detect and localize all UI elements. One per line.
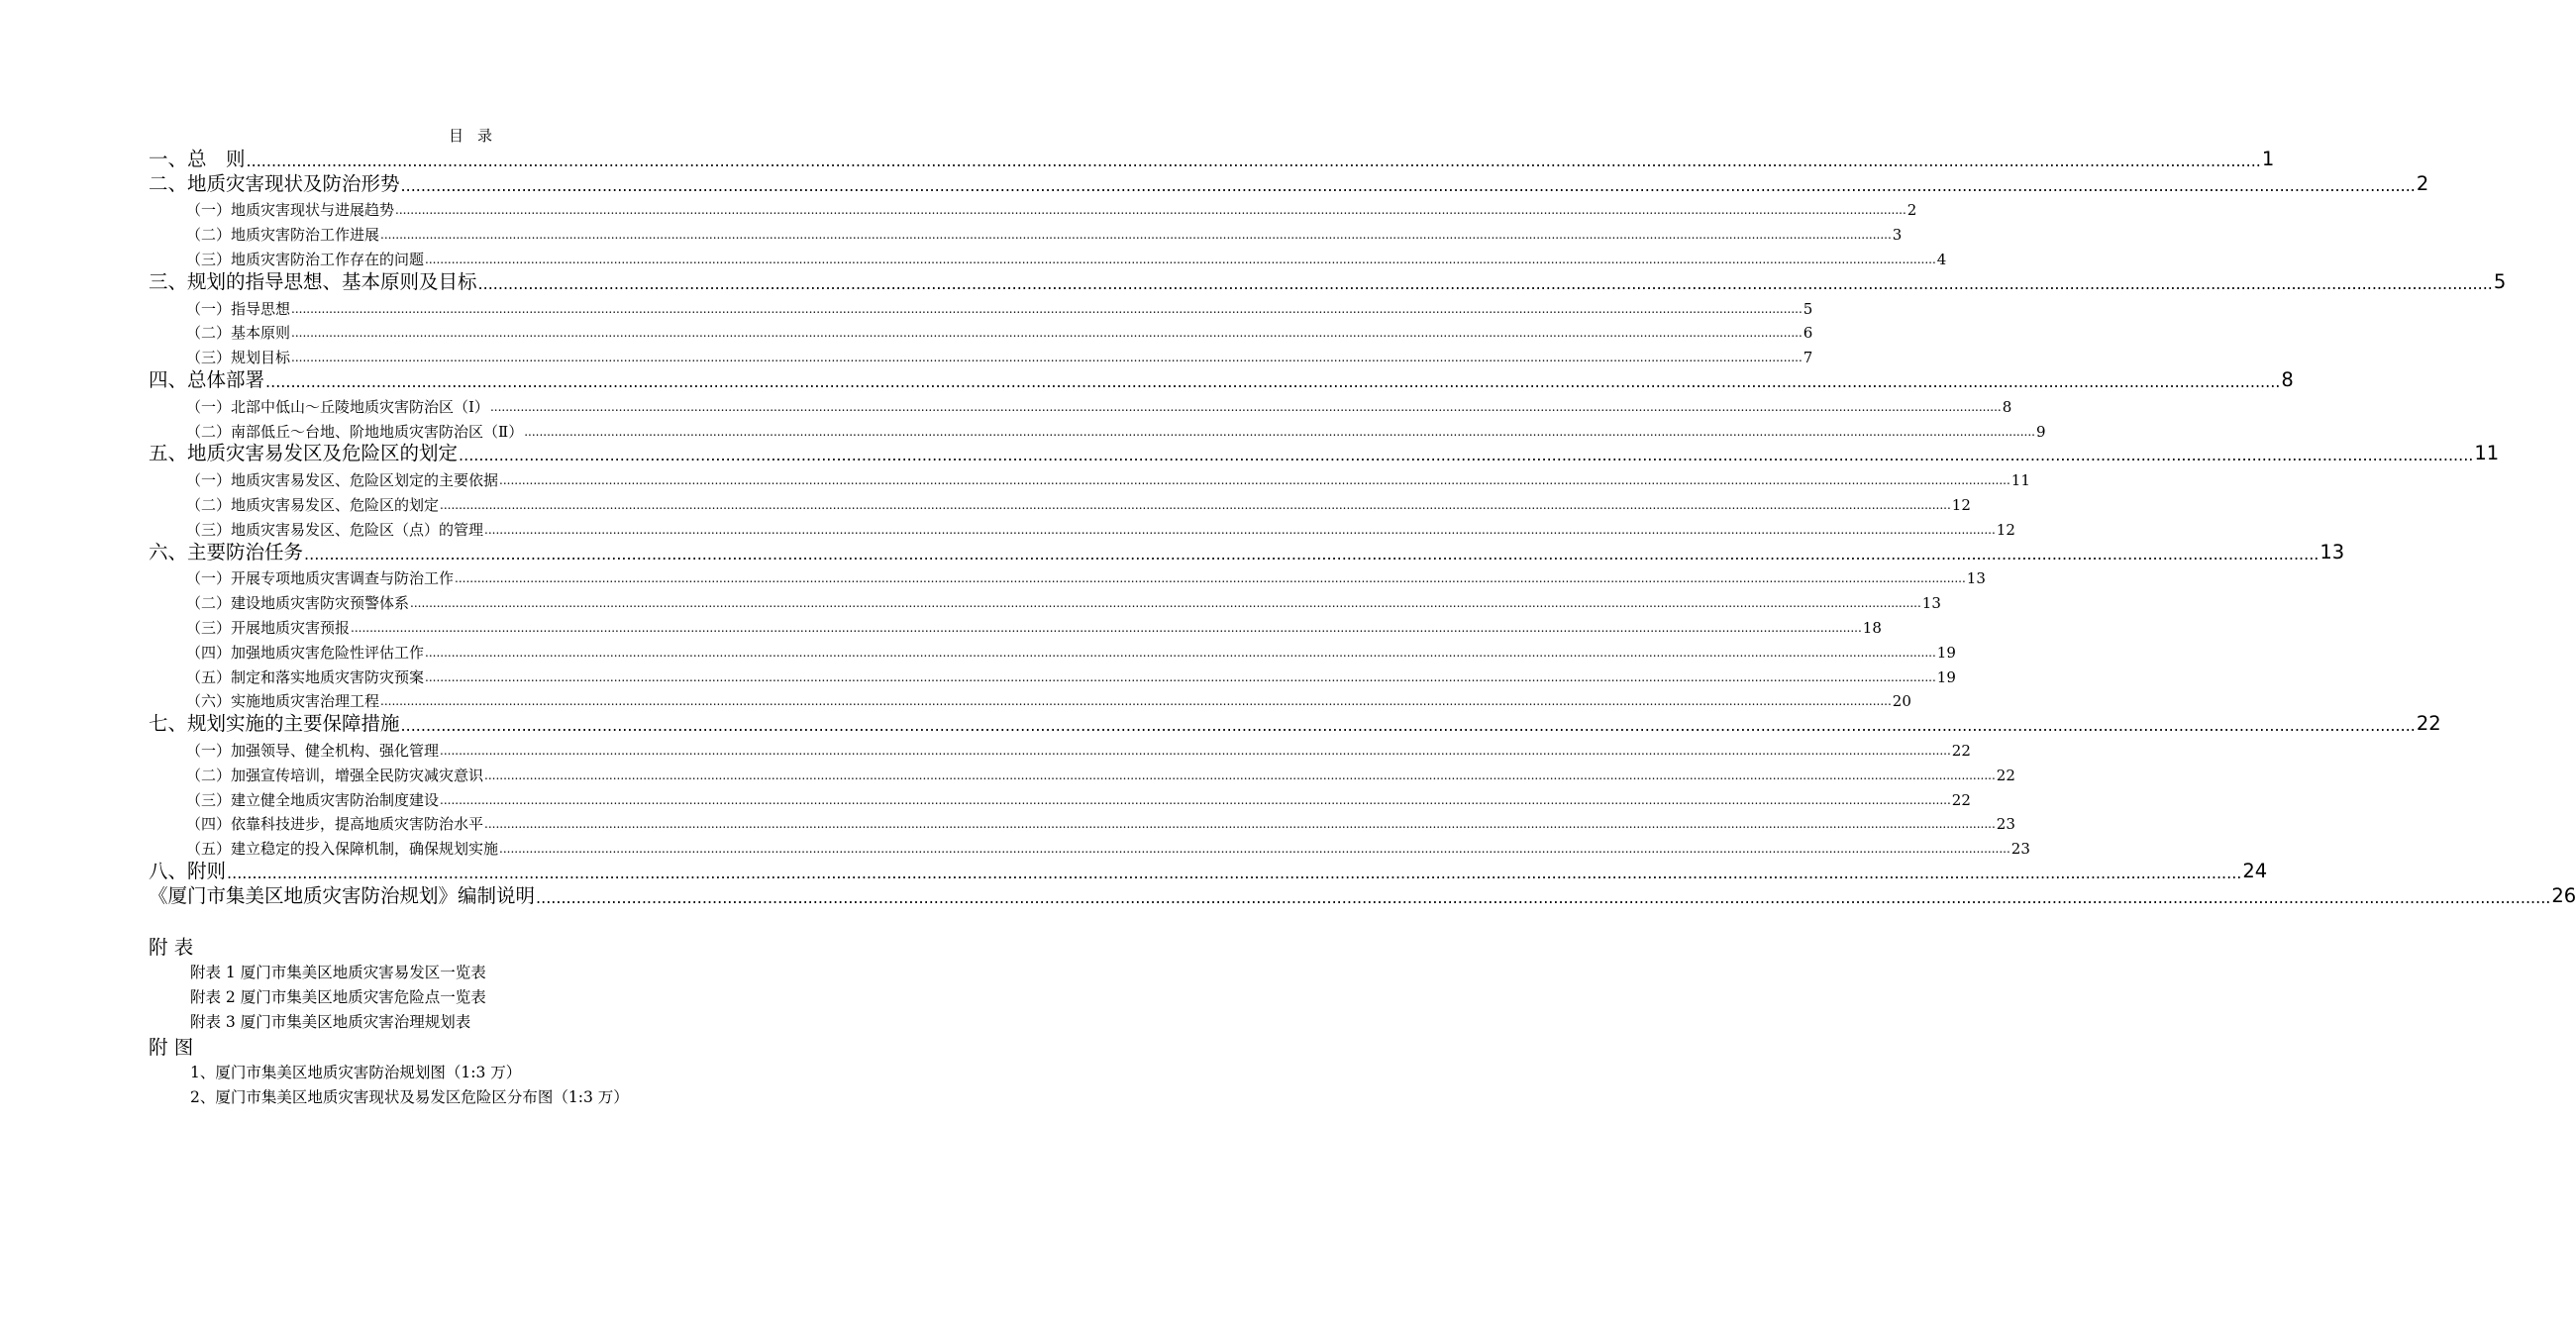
toc-entry-text: 五、地质灾害易发区及危险区的划定 [149,442,459,465]
toc-leader-dots: ................................................................................................................................................................................................................................................................................................................................................................................................................ [246,151,2261,170]
toc-page-number: 13 [1966,569,1986,588]
toc-leader-dots: ................................................................................................................................................................................................................................................................................................................................................................................................................ [291,301,1803,316]
toc-leader-dots: ................................................................................................................................................................................................................................................................................................................................................................................................................ [395,203,1906,218]
toc-entry-text: （三）地质灾害易发区、危险区（点）的管理 [186,520,484,539]
toc-section-entry[interactable] [149,343,1813,367]
toc-leader-dots: ................................................................................................................................................................................................................................................................................................................................................................................................................ [536,887,2551,907]
toc-chapter-entry[interactable] [149,367,2294,392]
toc-leader-dots: ................................................................................................................................................................................................................................................................................................................................................................................................................ [265,371,2281,391]
toc-entry-text: 七、规划实施的主要保障措施 [149,712,400,736]
toc-page-number: 5 [2493,269,2507,293]
toc-section-entry[interactable] [149,220,1903,245]
toc-leader-dots: ................................................................................................................................................................................................................................................................................................................................................................................................................ [380,228,1892,243]
toc-leader-dots: ................................................................................................................................................................................................................................................................................................................................................................................................................ [304,544,2319,563]
toc-page-number: 6 [1803,324,1813,343]
toc-leader-dots: ................................................................................................................................................................................................................................................................................................................................................................................................................ [400,175,2416,195]
toc-section-entry[interactable] [149,810,2015,835]
appendix-tables-heading: 附 表 [149,936,194,959]
toc-section-entry[interactable] [149,736,1971,761]
toc-leader-dots: ................................................................................................................................................................................................................................................................................................................................................................................................................ [425,669,1936,684]
toc-entry-text: 《厦门市集美区地质灾害防治规划》编制说明 [149,883,536,907]
toc-entry-text: （一）开展专项地质灾害调查与防治工作 [186,569,455,588]
toc-leader-dots: ................................................................................................................................................................................................................................................................................................................................................................................................................ [425,645,1936,660]
toc-leader-dots: ................................................................................................................................................................................................................................................................................................................................................................................................................ [440,743,1951,758]
toc-section-entry[interactable] [149,785,1971,810]
toc-leader-dots: ................................................................................................................................................................................................................................................................................................................................................................................................................ [499,473,2010,488]
toc-leader-dots: ................................................................................................................................................................................................................................................................................................................................................................................................................ [459,446,2474,465]
toc-leader-dots: ................................................................................................................................................................................................................................................................................................................................................................................................................ [351,620,1862,635]
toc-entry-text: （二）地质灾害防治工作进展 [186,226,380,245]
toc-leader-dots: ................................................................................................................................................................................................................................................................................................................................................................................................................ [484,817,1996,832]
toc-chapter-entry[interactable] [149,859,2268,883]
toc-entry-text: （二）地质灾害易发区、危险区的划定 [186,495,440,514]
toc-page-number: 19 [1936,643,1956,662]
appendix-figure-item: 1、厦门市集美区地质灾害防治规划图（1:3 万） [190,1064,522,1081]
toc-leader-dots: ................................................................................................................................................................................................................................................................................................................................................................................................................ [477,273,2493,293]
toc-page-number: 11 [2010,471,2030,490]
toc-entry-text: 六、主要防治任务 [149,540,304,563]
toc-entry-text: （三）地质灾害防治工作存在的问题 [186,250,425,268]
toc-leader-dots: ................................................................................................................................................................................................................................................................................................................................................................................................................ [440,497,1951,512]
toc-entry-text: （三）规划目标 [186,349,291,367]
toc-entry-text: 二、地质灾害现状及防治形势 [149,171,400,195]
toc-page-number: 12 [1951,495,1971,514]
toc-page-number: 9 [2035,422,2046,441]
toc-leader-dots: ................................................................................................................................................................................................................................................................................................................................................................................................................ [499,842,2010,857]
toc-page-number: 22 [1951,741,1971,760]
toc-page-number: 12 [1996,520,2015,539]
toc-page-number: 22 [2416,712,2441,736]
toc-title: 目录 [448,127,506,145]
toc-entry-text: 四、总体部署 [149,367,265,391]
toc-entry-text: （一）加强领导、健全机构、强化管理 [186,741,440,760]
toc-page-number: 13 [2319,540,2345,563]
toc-page-number: 26 [2551,883,2576,907]
toc-entry-text: （六）实施地质灾害治理工程 [186,692,380,711]
toc-section-entry[interactable] [149,196,1917,221]
toc-page-number: 8 [2002,397,2012,416]
toc-page-number: 19 [1936,667,1956,686]
toc-entry-text: （三）建立健全地质灾害防治制度建设 [186,790,440,809]
toc-entry-text: （一）指导思想 [186,299,291,318]
toc-entry-text: （二）加强宣传培训，增强全民防灾减灾意识 [186,766,484,784]
toc-entry-text: （四）依靠科技进步，提高地质灾害防治水平 [186,815,484,834]
toc-entry-text: （二）建设地质灾害防灾预警体系 [186,594,410,613]
toc-page-number: 22 [1996,766,2015,784]
toc-page-number: 1 [2261,147,2275,170]
toc-entry-text: （二）基本原则 [186,324,291,343]
toc-section-entry[interactable] [149,465,2030,490]
toc-page-number: 4 [1936,250,1947,268]
toc-page-number: 8 [2281,367,2294,391]
appendix-table-item: 附表 1 厦门市集美区地质灾害易发区一览表 [190,964,486,981]
toc-page-number: 2 [1906,201,1917,220]
toc-chapter-entry[interactable] [149,269,2507,294]
toc-leader-dots: ................................................................................................................................................................................................................................................................................................................................................................................................................ [291,326,1803,341]
toc-section-entry[interactable] [149,761,2015,785]
toc-section-entry[interactable] [149,490,1971,515]
toc-section-entry[interactable] [149,515,2015,540]
toc-entry-text: 八、附则 [149,859,227,882]
toc-section-entry[interactable] [149,687,1911,712]
toc-page-number: 20 [1892,692,1911,711]
toc-entry-text: （一）北部中低山～丘陵地质灾害防治区（Ⅰ） [186,397,489,416]
toc-section-entry[interactable] [149,834,2030,859]
toc-leader-dots: ................................................................................................................................................................................................................................................................................................................................................................................................................ [410,596,1921,611]
toc-chapter-entry[interactable] [149,147,2275,171]
toc-entry-text: （五）制定和落实地质灾害防灾预案 [186,667,425,686]
toc-section-entry[interactable] [149,663,1956,687]
toc-entry-text: 一、总 则 [149,147,246,170]
toc-leader-dots: ................................................................................................................................................................................................................................................................................................................................................................................................................ [489,399,2002,414]
toc-section-entry[interactable] [149,638,1956,663]
toc-chapter-entry[interactable] [149,171,2429,196]
toc-entry-text: （五）建立稳定的投入保障机制，确保规划实施 [186,840,499,859]
toc-page-number: 24 [2242,859,2268,882]
toc-page-number: 23 [2010,840,2030,859]
table-of-contents [149,147,2576,908]
toc-entry-text: （三）开展地质灾害预报 [186,618,351,637]
toc-section-entry[interactable] [149,588,1941,613]
toc-section-entry[interactable] [149,294,1813,319]
toc-page-number: 5 [1803,299,1813,318]
toc-leader-dots: ................................................................................................................................................................................................................................................................................................................................................................................................................ [291,351,1803,365]
toc-page-number: 23 [1996,815,2015,834]
toc-entry-text: （四）加强地质灾害危险性评估工作 [186,643,425,662]
toc-section-entry[interactable] [149,319,1813,344]
toc-entry-text: （一）地质灾害现状与进展趋势 [186,201,395,220]
toc-page-number: 7 [1803,349,1813,367]
toc-leader-dots: ................................................................................................................................................................................................................................................................................................................................................................................................................ [484,768,1996,782]
toc-entry-text: （二）南部低丘～台地、阶地地质灾害防治区（Ⅱ） [186,422,524,441]
toc-chapter-entry[interactable] [149,540,2345,564]
toc-chapter-entry[interactable] [149,711,2441,736]
toc-leader-dots: ................................................................................................................................................................................................................................................................................................................................................................................................................ [524,424,2035,439]
toc-page-number: 11 [2474,442,2500,465]
toc-leader-dots: ................................................................................................................................................................................................................................................................................................................................................................................................................ [455,571,1966,586]
toc-leader-dots: ................................................................................................................................................................................................................................................................................................................................................................................................................ [425,252,1936,266]
toc-section-entry[interactable] [149,417,2046,442]
toc-section-entry[interactable] [149,613,1882,638]
toc-section-entry[interactable] [149,245,1947,269]
toc-leader-dots: ................................................................................................................................................................................................................................................................................................................................................................................................................ [380,694,1892,709]
toc-entry-text: （一）地质灾害易发区、危险区划定的主要依据 [186,471,499,490]
appendix-section [149,935,629,1110]
appendix-figures-heading: 附 图 [149,1036,194,1059]
toc-leader-dots: ................................................................................................................................................................................................................................................................................................................................................................................................................ [227,863,2242,882]
toc-page-number: 3 [1892,226,1903,245]
appendix-table-item: 附表 3 厦门市集美区地质灾害治理规划表 [190,1013,471,1031]
toc-section-entry[interactable] [149,564,1986,589]
appendix-table-item: 附表 2 厦门市集美区地质灾害危险点一览表 [190,988,486,1006]
toc-leader-dots: ................................................................................................................................................................................................................................................................................................................................................................................................................ [400,716,2416,736]
toc-entry-text: 三、规划的指导思想、基本原则及目标 [149,269,477,293]
toc-chapter-entry[interactable] [149,883,2576,908]
appendix-figure-item: 2、厦门市集美区地质灾害现状及易发区危险区分布图（1:3 万） [190,1088,629,1106]
toc-leader-dots: ................................................................................................................................................................................................................................................................................................................................................................................................................ [440,792,1951,807]
toc-section-entry[interactable] [149,392,2012,417]
toc-page-number: 18 [1862,618,1882,637]
toc-leader-dots: ................................................................................................................................................................................................................................................................................................................................................................................................................ [484,522,1996,537]
toc-chapter-entry[interactable] [149,442,2500,466]
toc-page-number: 13 [1921,594,1941,613]
toc-page-number: 22 [1951,790,1971,809]
toc-page-number: 2 [2416,171,2429,195]
